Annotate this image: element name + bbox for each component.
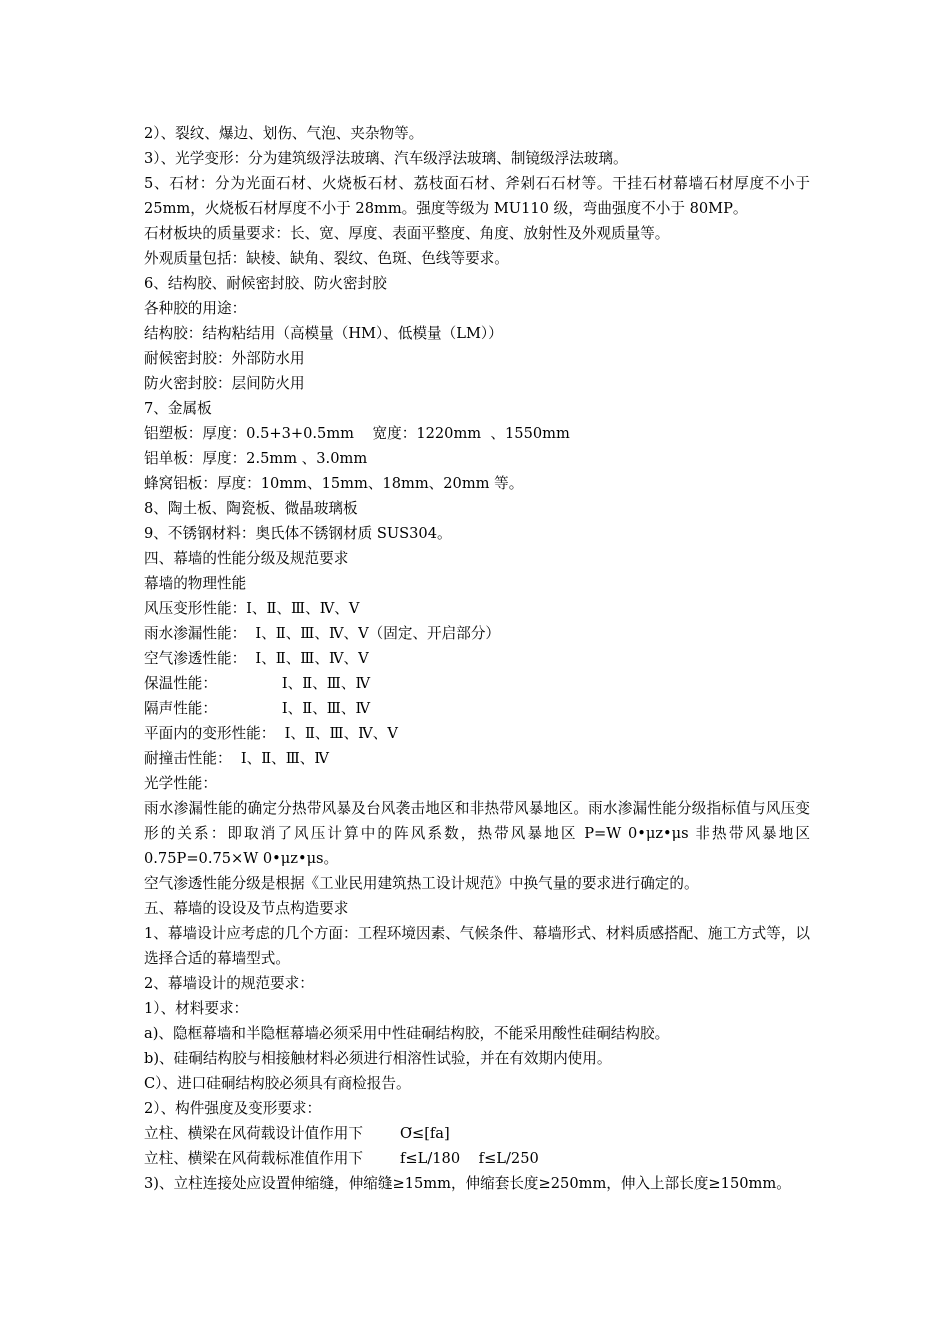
text-line: 立柱、横梁在风荷载设计值作用下 Ơ≤[fa] [144, 1125, 450, 1142]
text-line: b)、硅硐结构胶与相接触材料必须进行相溶性试验，并在有效期内使用。 [144, 1050, 612, 1067]
heading-stainless: 9、不锈钢材料：奥氏体不锈钢材质 SUS304。 [144, 525, 452, 542]
text-line: 光学性能： [144, 775, 217, 792]
text-line: 耐候密封胶：外部防水用 [144, 350, 305, 367]
text-line: 防火密封胶：层间防火用 [144, 375, 305, 392]
text-line: 幕墙的物理性能 [144, 575, 247, 592]
section-heading-4: 四、幕墙的性能分级及规范要求 [144, 550, 349, 567]
heading-ceramic-panel: 8、陶土板、陶瓷板、微晶玻璃板 [144, 500, 358, 517]
text-line: 1）、材料要求： [144, 1000, 249, 1017]
paragraph-stone: 5、石材：分为光面石材、火烧板石材、荔枝面石材、斧剁石石材等。干挂石材幕墙石材厚度不小于 25mm，火烧板石材厚度不小于 28mm。强度等级为 MU110 级，弯曲强度不小于 80MP。 [144, 175, 810, 217]
text-line: 风压变形性能：Ⅰ、Ⅱ、Ⅲ、Ⅳ、Ⅴ [144, 600, 360, 617]
text-line: a)、隐框幕墙和半隐框幕墙必须采用中性硅硐结构胶，不能采用酸性硅硐结构胶。 [144, 1025, 670, 1042]
text-line: 立柱、横梁在风荷载标准值作用下 f≤L/180 f≤L/250 [144, 1150, 539, 1167]
document-body [144, 121, 810, 1196]
section-heading-5: 五、幕墙的设设及节点构造要求 [144, 900, 349, 917]
text-line: 各种胶的用途： [144, 300, 247, 317]
text-line: 3）、光学变形：分为建筑级浮法玻璃、汽车级浮法玻璃、制镜级浮法玻璃。 [144, 150, 628, 167]
heading-sealant: 6、结构胶、耐候密封胶、防火密封胶 [144, 275, 387, 292]
text-line: 耐撞击性能： Ⅰ、Ⅱ、Ⅲ、Ⅳ [144, 750, 329, 767]
text-line: 雨水渗漏性能： Ⅰ、Ⅱ、Ⅲ、Ⅳ、Ⅴ（固定、开启部分） [144, 625, 501, 642]
text-line: 保温性能： Ⅰ、Ⅱ、Ⅲ、Ⅳ [144, 675, 371, 692]
text-line: 空气渗透性能分级是根据《工业民用建筑热工设计规范》中换气量的要求进行确定的。 [144, 875, 699, 892]
text-line: 2）、裂纹、爆边、划伤、气泡、夹杂物等。 [144, 125, 424, 142]
heading-metal-panel: 7、金属板 [144, 400, 212, 417]
text-line: 结构胶：结构粘结用（高模量（HM）、低模量（LM）） [144, 325, 503, 342]
text-line: 2、幕墙设计的规范要求： [144, 975, 314, 992]
text-line: 空气渗透性能： Ⅰ、Ⅱ、Ⅲ、Ⅳ、Ⅴ [144, 650, 369, 667]
text-line: 隔声性能： Ⅰ、Ⅱ、Ⅲ、Ⅳ [144, 700, 371, 717]
paragraph-design-aspects: 1、幕墙设计应考虑的几个方面：工程环境因素、气候条件、幕墙形式、材料质感搭配、施工方式等，以选择合适的幕墙型式。 [144, 925, 811, 967]
text-line: 蜂窝铝板：厚度：10mm、15mm、18mm、20mm 等。 [144, 475, 524, 492]
text-line: C）、进口硅硐结构胶必须具有商检报告。 [144, 1075, 411, 1092]
text-line: 外观质量包括：缺棱、缺角、裂纹、色斑、色线等要求。 [144, 250, 509, 267]
paragraph-expansion-joint: 3)、立柱连接处应设置伸缩缝，伸缩缝≥15mm，伸缩套长度≥250mm，伸入上部长度≥150mm。 [144, 1175, 791, 1192]
text-line: 2）、构件强度及变形要求： [144, 1100, 322, 1117]
text-line: 铝塑板：厚度：0.5+3+0.5mm 宽度：1220mm 、1550mm [144, 425, 570, 442]
text-line: 平面内的变形性能： Ⅰ、Ⅱ、Ⅲ、Ⅳ、Ⅴ [144, 725, 398, 742]
paragraph-rain-leakage: 雨水渗漏性能的确定分热带风暴及台风袭击地区和非热带风暴地区。雨水渗漏性能分级指标值与风压变形的关系：即取消了风压计算中的阵风系数，热带风暴地区 P=W 0•μz•μs 非热带风暴地区 0.75P=0.75×W 0•μz•μs。 [144, 800, 810, 867]
text-line: 石材板块的质量要求：长、宽、厚度、表面平整度、角度、放射性及外观质量等。 [144, 225, 670, 242]
text-line: 铝单板：厚度：2.5mm 、3.0mm [144, 450, 368, 467]
